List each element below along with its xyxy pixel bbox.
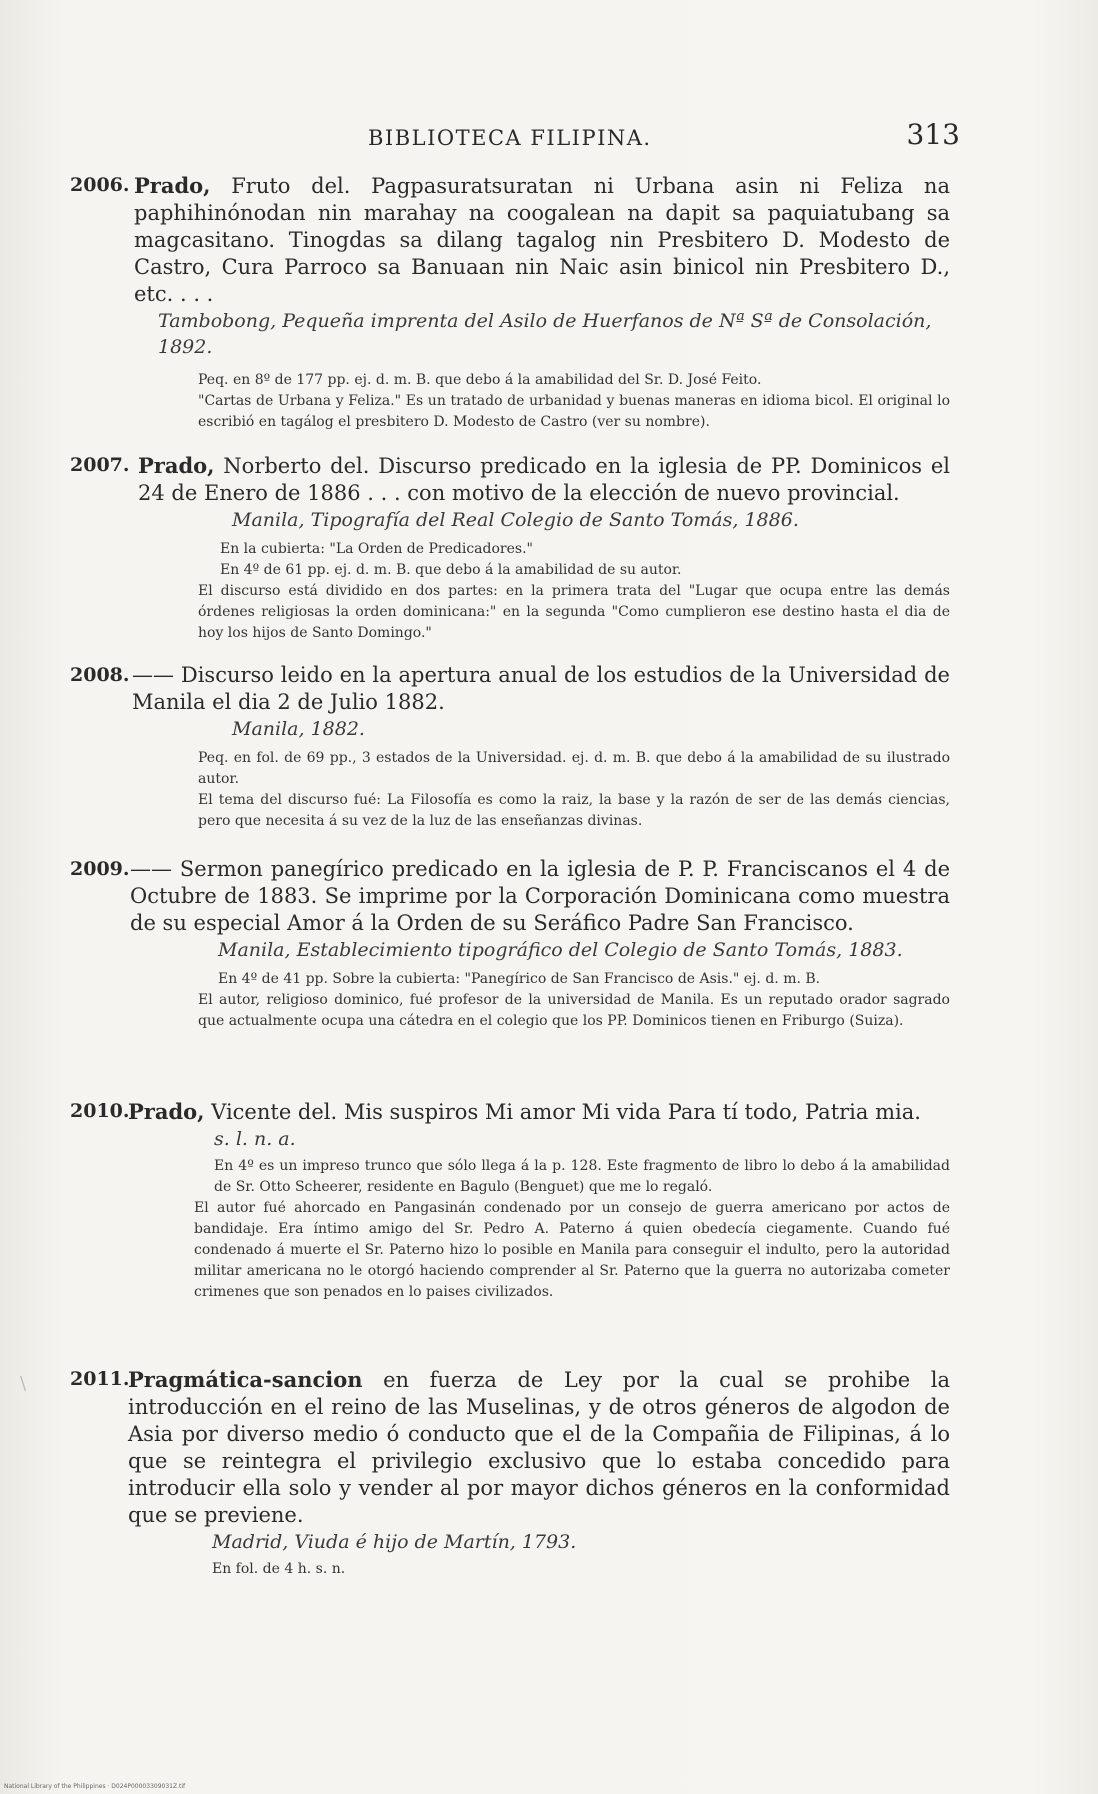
- entry-note: En fol. de 4 h. s. n.: [212, 1561, 346, 1577]
- entry-author: Prado,: [138, 453, 215, 478]
- entry-imprint: s. l. n. a.: [214, 1128, 296, 1150]
- scan-footer: National Library of the Philippines · D024P00003309031Z.tif: [4, 1783, 186, 1790]
- entry-imprint: Manila, Tipografía del Real Colegio de Santo Tomás, 1886.: [232, 509, 799, 531]
- entry-note: El tema del discurso fué: La Filosofía es como la raiz, la base y la razón de ser de las demás ciencias, pero que necesita á su vez de la luz de las enseñanzas divinas.: [198, 792, 950, 829]
- entry-author: Pragmática-sancion: [128, 1367, 363, 1392]
- entry-note: El autor fué ahorcado en Pangasinán condenado por un consejo de guerra americano por actos de bandidaje. Era íntimo amigo del Sr. Pedro A. Paterno á quien obedecía ciegamente. Cuando fué condenado á muerte el Sr. Paterno hizo lo posible en Manila para conseguir el indulto, pero la autoridad militar americana no le otorgó haciendo comprender al Sr. Paterno que la guerra no autorizaba cometer crimenes que son penados en lo paises civilizados.: [194, 1200, 950, 1300]
- entry-title: Discurso leido en la apertura anual de los estudios de la Universidad de Manila el dia 2 de Julio 1882.: [132, 663, 950, 714]
- entry-2007: [70, 452, 950, 644]
- entry-number: 2010.: [70, 1100, 130, 1122]
- entry-text: [128, 1098, 950, 1126]
- entry-title: Vicente del. Mis suspiros Mi amor Mi vida Para tí todo, Patria mia.: [211, 1100, 921, 1124]
- entry-text: [128, 1366, 950, 1529]
- entry-number: 2007.: [70, 454, 130, 476]
- entry-title: Sermon panegírico predicado en la iglesia de P. P. Franciscanos el 4 de Octubre de 1883. Se imprime por la Corporación Dominicana como muestra de su especial Amor á la Orden de su Seráfico Padre San Francisco.: [130, 857, 950, 935]
- entry-2009: [70, 856, 950, 1032]
- entry-number: 2011.: [70, 1368, 130, 1390]
- entry-note: Peq. en fol. de 69 pp., 3 estados de la Universidad. ej. d. m. B. que debo á la amabilidad de su ilustrado autor.: [198, 750, 950, 787]
- entry-text: [130, 856, 950, 937]
- entry-text: [134, 172, 950, 308]
- entry-2008: [70, 662, 950, 832]
- entry-note: Peq. en 8º de 177 pp. ej. d. m. B. que debo á la amabilidad del Sr. D. José Feito.: [198, 372, 762, 388]
- entry-note: En 4º es un impreso trunco que sólo llega á la p. 128. Este fragmento de libro lo debo á la amabilidad de Sr. Otto Scheerer, residente en Bagulo (Benguet) que me lo regaló.: [214, 1158, 950, 1195]
- entry-note: "Cartas de Urbana y Feliza." Es un tratado de urbanidad y buenas maneras en idioma bicol. El original lo escribió en tagálog el presbitero D. Modesto de Castro (ver su nombre).: [198, 393, 950, 430]
- entry-imprint: Tambobong, Pequeña imprenta del Asilo de Huerfanos de Nª Sª de Consolación, 1892.: [158, 310, 932, 358]
- margin-mark: \: [20, 1373, 27, 1394]
- entry-imprint: Manila, Establecimiento tipográfico del Colegio de Santo Tomás, 1883.: [218, 939, 903, 961]
- running-title: BIBLIOTECA FILIPINA.: [368, 126, 652, 150]
- entry-number: 2006.: [70, 174, 130, 196]
- entry-title: Norberto del. Discurso predicado en la iglesia de PP. Dominicos el 24 de Enero de 1886 . . . con motivo de la elección de nuevo provincial.: [138, 454, 950, 505]
- entry-dash: ——: [132, 663, 174, 687]
- entry-author: Prado,: [134, 173, 211, 198]
- entry-dash: ——: [130, 857, 172, 881]
- page-header: [368, 118, 960, 158]
- entry-number: 2009.: [70, 858, 130, 880]
- entry-text: [138, 452, 950, 507]
- entry-2011: [70, 1366, 950, 1580]
- page-number: 313: [906, 118, 960, 151]
- entry-2010: [70, 1098, 950, 1303]
- entry-note: En la cubierta: "La Orden de Predicadores.": [220, 541, 533, 557]
- entry-imprint: Manila, 1882.: [232, 718, 365, 740]
- entry-note: El discurso está dividido en dos partes: en la primera trata del "Lugar que ocupa entre las demás órdenes religiosas la orden dominicana:" en la segunda "Como cumplieron ese destino hasta el dia de hoy los hijos de Santo Domingo.": [198, 583, 950, 641]
- entry-author: Prado,: [128, 1099, 205, 1124]
- entry-2006: [70, 172, 950, 433]
- entry-imprint: Madrid, Viuda é hijo de Martín, 1793.: [212, 1531, 577, 1553]
- entry-number: 2008.: [70, 664, 130, 686]
- entry-note: El autor, religioso dominico, fué profesor de la universidad de Manila. Es un reputado orador sagrado que actualmente ocupa una cátedra en el colegio que los PP. Dominicos tienen en Friburgo (Suiza).: [198, 992, 950, 1029]
- entry-text: [132, 662, 950, 716]
- entry-note: En 4º de 61 pp. ej. d. m. B. que debo á la amabilidad de su autor.: [220, 562, 682, 578]
- entry-title: en fuerza de Ley por la cual se prohibe la introducción en el reino de las Muselinas, y de otros géneros de algodon de Asia por diverso medio ó conducto que el de la Compañia de Filipinas, á lo que se reintegra el privilegio exclusivo que lo estaba concedido para introducir ella solo y vender al por mayor dichos géneros en la conformidad que se previene.: [128, 1368, 950, 1527]
- entry-note: En 4º de 41 pp. Sobre la cubierta: "Panegírico de San Francisco de Asis." ej. d. m. B.: [218, 971, 821, 987]
- entry-title: Fruto del. Pagpasuratsuratan ni Urbana asin ni Feliza na paphihinónodan nin marahay na coogalean na dapit sa paquiatubang sa magcasitano. Tinogdas sa dilang tagalog nin Presbitero D. Modesto de Castro, Cura Parroco sa Banuaan nin Naic asin binicol nin Presbitero D., etc. . . .: [134, 174, 950, 306]
